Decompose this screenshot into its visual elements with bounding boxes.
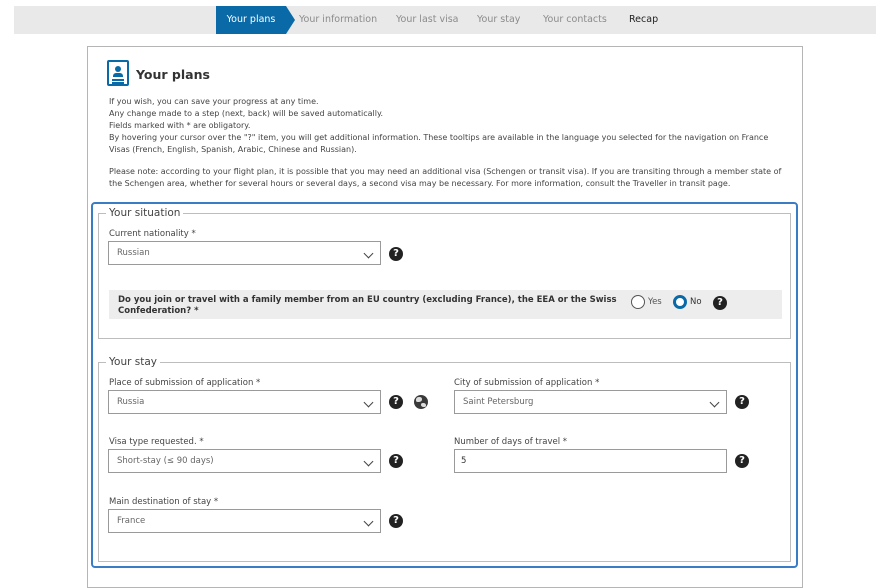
nationality-select[interactable] (108, 241, 381, 265)
visa-type-value: Short-stay (≤ 90 days) (117, 456, 214, 466)
help-icon[interactable]: ? (389, 395, 403, 409)
nationality-label: Current nationality * (109, 229, 196, 239)
step-your-last-visa[interactable]: Your last visa (396, 14, 459, 25)
radio-yes-label: Yes (648, 297, 662, 307)
nationality-value: Russian (117, 248, 150, 258)
step-your-stay[interactable]: Your stay (477, 14, 521, 25)
intro-line-languages: Visas (French, English, Spanish, Arabic, Chinese and Russian). (109, 145, 357, 154)
help-icon[interactable]: ? (735, 454, 749, 468)
radio-no-label: No (690, 297, 702, 307)
globe-icon[interactable] (414, 395, 428, 409)
chevron-down-icon (364, 398, 374, 408)
situation-fieldset (98, 207, 791, 339)
page-title: Your plans (136, 67, 210, 82)
help-icon[interactable]: ? (713, 296, 727, 310)
family-question-line2: Confederation? * (118, 306, 199, 316)
destination-select[interactable] (108, 509, 381, 533)
destination-label: Main destination of stay * (109, 497, 219, 507)
chevron-down-icon (364, 249, 374, 259)
document-user-icon (107, 60, 129, 86)
intro-line-obligatory: Fields marked with * are obligatory. (109, 121, 251, 130)
family-member-question (118, 295, 617, 317)
step-navigation (14, 6, 876, 34)
intro-line-tooltips: By hovering your cursor over the "?" item, you will get additional information. These tooltips are available in the language you selected for the navigation on France (109, 133, 769, 142)
situation-legend: Your situation (109, 207, 181, 219)
help-icon[interactable]: ? (735, 395, 749, 409)
chevron-down-icon (364, 517, 374, 527)
radio-no[interactable] (673, 295, 687, 309)
visa-type-label: Visa type requested. * (109, 437, 204, 447)
place-value: Russia (117, 397, 145, 407)
help-icon[interactable]: ? (389, 514, 403, 528)
place-label: Place of submission of application * (109, 378, 261, 388)
days-input[interactable] (454, 449, 727, 473)
family-question-line1: Do you join or travel with a family member from an EU country (excluding France), the EEA or the Swiss (118, 295, 617, 305)
intro-line-save: If you wish, you can save your progress at any time. (109, 97, 319, 106)
city-value: Saint Petersburg (463, 397, 534, 407)
step-your-information[interactable]: Your information (299, 14, 378, 25)
place-select[interactable] (108, 390, 381, 414)
visa-type-select[interactable] (108, 449, 381, 473)
step-your-contacts[interactable]: Your contacts (543, 14, 607, 25)
destination-value: France (117, 516, 146, 526)
chevron-down-icon (710, 398, 720, 408)
help-icon[interactable]: ? (389, 247, 403, 261)
help-icon[interactable]: ? (389, 454, 403, 468)
intro-line-schengen: the Schengen area, whether for several hours or several days, a second visa may be necessary. For more information, consult the Traveller in transit page. (109, 179, 731, 188)
step-your-plans[interactable]: Your plans (216, 6, 286, 34)
city-label: City of submission of application * (454, 378, 600, 388)
days-label: Number of days of travel * (454, 437, 568, 447)
city-select[interactable] (454, 390, 727, 414)
step-recap[interactable]: Recap (629, 14, 659, 25)
radio-yes[interactable] (631, 295, 645, 309)
intro-line-note: Please note: according to your flight plan, it is possible that you may need an additional visa (Schengen or transit visa). If you are transiting through a member state of (109, 167, 782, 176)
stay-legend: Your stay (109, 356, 157, 368)
intro-line-autosave: Any change made to a step (next, back) will be saved automatically. (109, 109, 384, 118)
chevron-down-icon (364, 457, 374, 467)
